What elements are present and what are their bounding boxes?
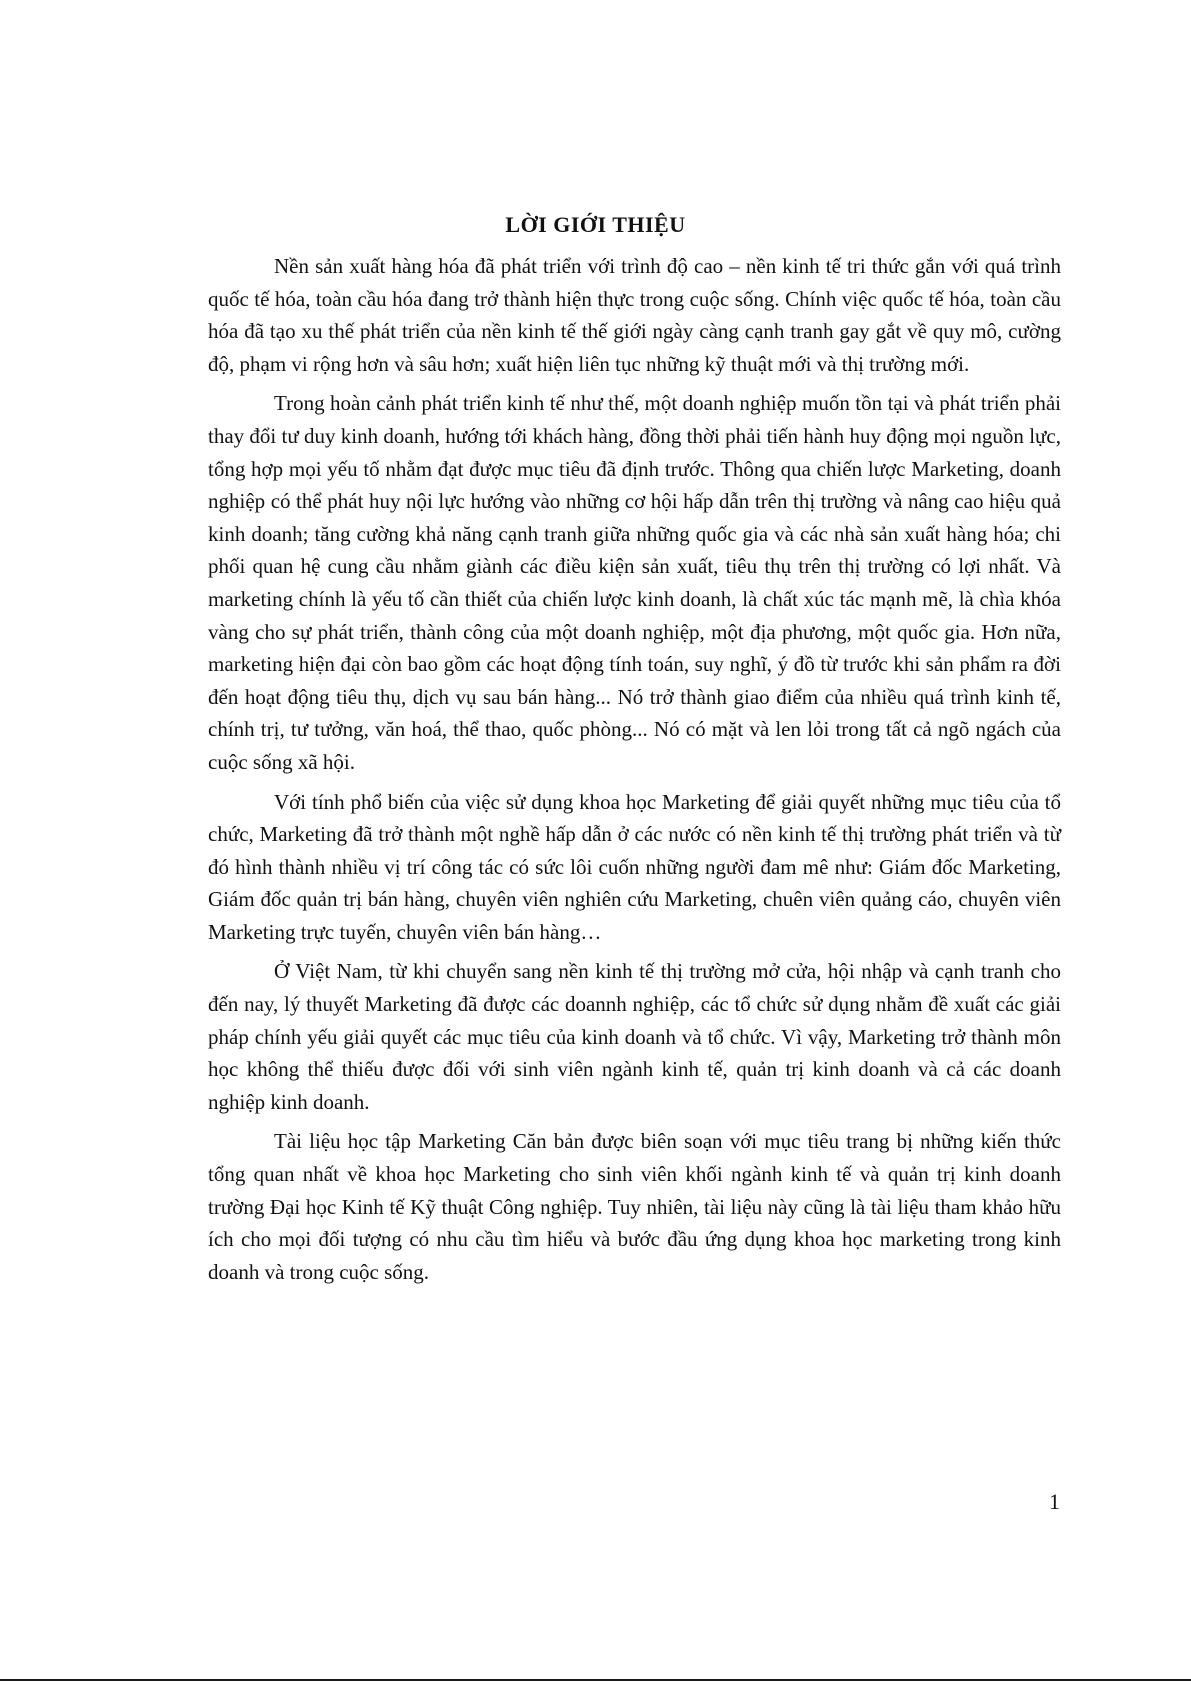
- paragraph-5: Tài liệu học tập Marketing Căn bản được biên soạn với mục tiêu trang bị những kiến thức tổng quan nhất về khoa học Marketing cho sinh viên khối ngành kinh tế và quản trị kinh doanh trường Đại học Kinh tế Kỹ thuật Công nghiệp. Tuy nhiên, tài liệu này cũng là tài liệu tham khảo hữu ích cho mọi đối tượng có nhu cầu tìm hiểu và bước đầu ứng dụng khoa học marketing trong kinh doanh và trong cuộc sống.: [208, 1129, 1061, 1284]
- paragraph-3: Với tính phổ biến của việc sử dụng khoa học Marketing để giải quyết những mục tiêu của tổ chức, Marketing đã trở thành một nghề hấp dẫn ở các nước có nền kinh tế thị trường phát triển và từ đó hình thành nhiều vị trí công tác có sức lôi cuốn những người đam mê như: Giám đốc Marketing, Giám đốc quản trị bán hàng, chuyên viên nghiên cứu Marketing, chuên viên quảng cáo, chuyên viên Marketing trực tuyến, chuyên viên bán hàng…: [208, 789, 1061, 944]
- page-number: 1: [1049, 1489, 1060, 1514]
- page-title: LỜI GIỚI THIỆU: [505, 212, 686, 237]
- paragraph-1: Nền sản xuất hàng hóa đã phát triển với trình độ cao – nền kinh tế tri thức gắn với quá trình quốc tế hóa, toàn cầu hóa đang trở thành hiện thực trong cuộc sống. Chính việc quốc tế hóa, toàn cầu hóa đã tạo xu thế phát triển của nền kinh tế thế giới ngày càng cạnh tranh gay gắt về quy mô, cường độ, phạm vi rộng hơn và sâu hơn; xuất hiện liên tục những kỹ thuật mới và thị trường mới.: [208, 254, 1061, 376]
- paragraph-4: Ở Việt Nam, từ khi chuyển sang nền kinh tế thị trường mở cửa, hội nhập và cạnh tranh cho đến nay, lý thuyết Marketing đã được các doannh nghiệp, các tổ chức sử dụng nhằm đề xuất các giải pháp chính yếu giải quyết các mục tiêu của kinh doanh và tổ chức. Vì vậy, Marketing trở thành môn học không thể thiếu được đối với sinh viên ngành kinh tế, quản trị kinh doanh và cả các doanh nghiệp kinh doanh.: [208, 959, 1061, 1114]
- paragraph-2: Trong hoàn cảnh phát triển kinh tế như thế, một doanh nghiệp muốn tồn tại và phát triển phải thay đổi tư duy kinh doanh, hướng tới khách hàng, đồng thời phải tiến hành huy động mọi nguồn lực, tổng hợp mọi yếu tố nhằm đạt được mục tiêu đã định trước. Thông qua chiến lược Marketing, doanh nghiệp có thể phát huy nội lực hướng vào những cơ hội hấp dẫn trên thị trường và nâng cao hiệu quả kinh doanh; tăng cường khả năng cạnh tranh giữa những quốc gia và các nhà sản xuất hàng hóa; chi phối quan hệ cung cầu nhằm giành các điều kiện sản xuất, tiêu thụ trên thị trường có lợi nhất. Và marketing chính là yếu tố cần thiết của chiến lược kinh doanh, là chất xúc tác mạnh mẽ, là chìa khóa vàng cho sự phát triển, thành công của một doanh nghiệp, một địa phương, một quốc gia. Hơn nữa, marketing hiện đại còn bao gồm các hoạt động tính toán, suy nghĩ, ý đồ từ trước khi sản phẩm ra đời đến hoạt động tiêu thụ, dịch vụ sau bán hàng... Nó trở thành giao điểm của nhiều quá trình kinh tế, chính trị, tư tưởng, văn hoá, thể thao, quốc phòng... Nó có mặt và len lỏi trong tất cả ngõ ngách của cuộc sống xã hội.: [208, 391, 1061, 774]
- bottom-divider: [0, 1679, 1191, 1681]
- body-text: [208, 250, 1061, 1295]
